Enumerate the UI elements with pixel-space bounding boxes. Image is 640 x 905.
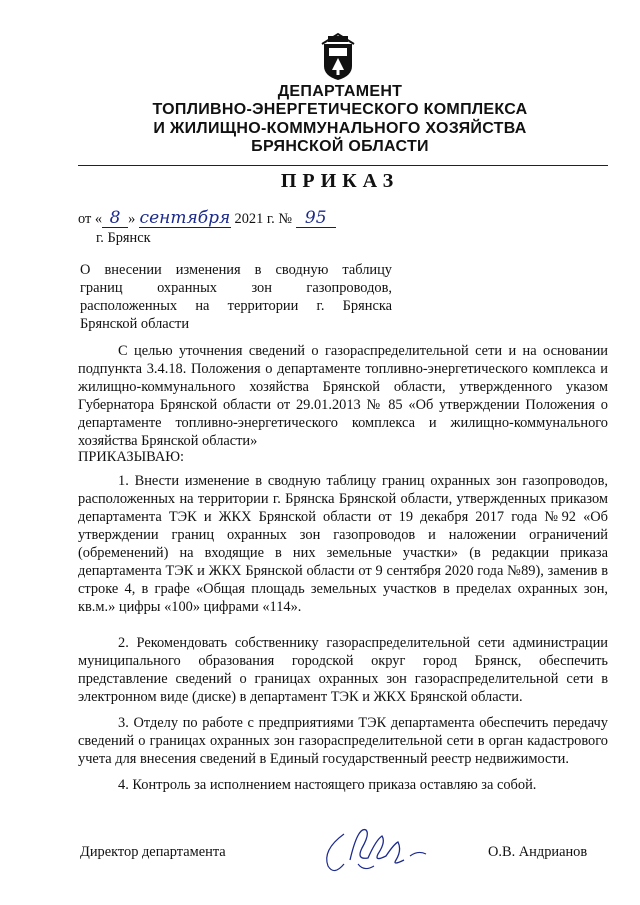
date-month: сентября [139,208,231,228]
department-title-line3: И ЖИЛИЩНО-КОММУНАЛЬНОГО ХОЗЯЙСТВА [153,120,527,137]
header-divider [78,165,608,166]
city: г. Брянск [96,230,151,246]
order-item-2: 2. Рекомендовать собственнику газораспределительной сети администрации муниципального образования городской округ город Брянск, обеспечить представление сведений о границах охранных зон газораспределительной сети в электронном виде (диске) в департамент ТЭК и ЖКХ Брянской области. [78,635,608,705]
order-item-3: 3. Отделу по работе с предприятиями ТЭК департамента обеспечить передачу сведений о границах охранных зон газораспределительной сети в орган кадастрового учета для внесения сведений в Единый государственный реестр недвижимости. [78,715,608,767]
signatory-title: Директор департамента [80,844,226,860]
coat-of-arms-icon [318,30,358,82]
department-title-line1: ДЕПАРТАМЕНТ [277,83,403,100]
signature-mark [314,820,442,880]
date-mid: » [128,211,139,227]
document-type: ПРИКАЗ [280,170,400,192]
order-number: 95 [296,210,336,228]
department-title-line2: ТОПЛИВНО-ЭНЕРГЕТИЧЕСКОГО КОМПЛЕКСА [152,101,528,118]
subject-line: О внесении изменения в сводную таблицу [80,262,392,278]
subject-line: расположенных на территории г. Брянска [80,298,392,314]
date-line [78,210,336,228]
date-day: 8 [102,210,128,228]
order-item-1: 1. Внести изменение в сводную таблицу границ охранных зон газопроводов, расположенных на территории г. Брянска Брянской области, утвержденных приказом департамента ТЭК и ЖКХ Брянской области от 19 декабря 2017 года №92 «Об утверждении границ охранных зон газопроводов и наложении ограничений (обременений) на входящие в них земельные участки» (в редакции приказа департамента ТЭК и ЖКХ Брянской области от 9 сентября 2020 года №89), заменив в строке 4, в графе «Общая площадь земельных участков в пределах охранных зон, кв.м.» цифры «100» цифрами «114». [78,473,608,615]
number-label: № [278,211,293,227]
subject-line: Брянской области [80,316,190,332]
order-subject [80,261,392,333]
signatory-name: О.В. Андрианов [488,844,588,860]
subject-line: границ охранных зон газопроводов, [80,280,392,296]
intro-paragraph: С целью уточнения сведений о газораспределительной сети и на основании подпункта 3.4.18. Положения о департаменте топливно-энергетического комплекса и жилищно-коммунального хозяйства Брянской области, утвержденного указом Губернатора Брянской области от 29.01.2013 № 85 «Об утверждении Положения о департаменте топливно-энергетического комплекса и жилищно-коммунального хозяйства Брянской области» [78,343,608,449]
date-year: 2021 г. [234,211,275,227]
date-prefix: от « [78,211,103,227]
department-title-line4: БРЯНСКОЙ ОБЛАСТИ [251,138,429,155]
order-word: ПРИКАЗЫВАЮ: [78,449,185,465]
order-item-4: 4. Контроль за исполнением настоящего приказа оставляю за собой. [118,777,537,793]
